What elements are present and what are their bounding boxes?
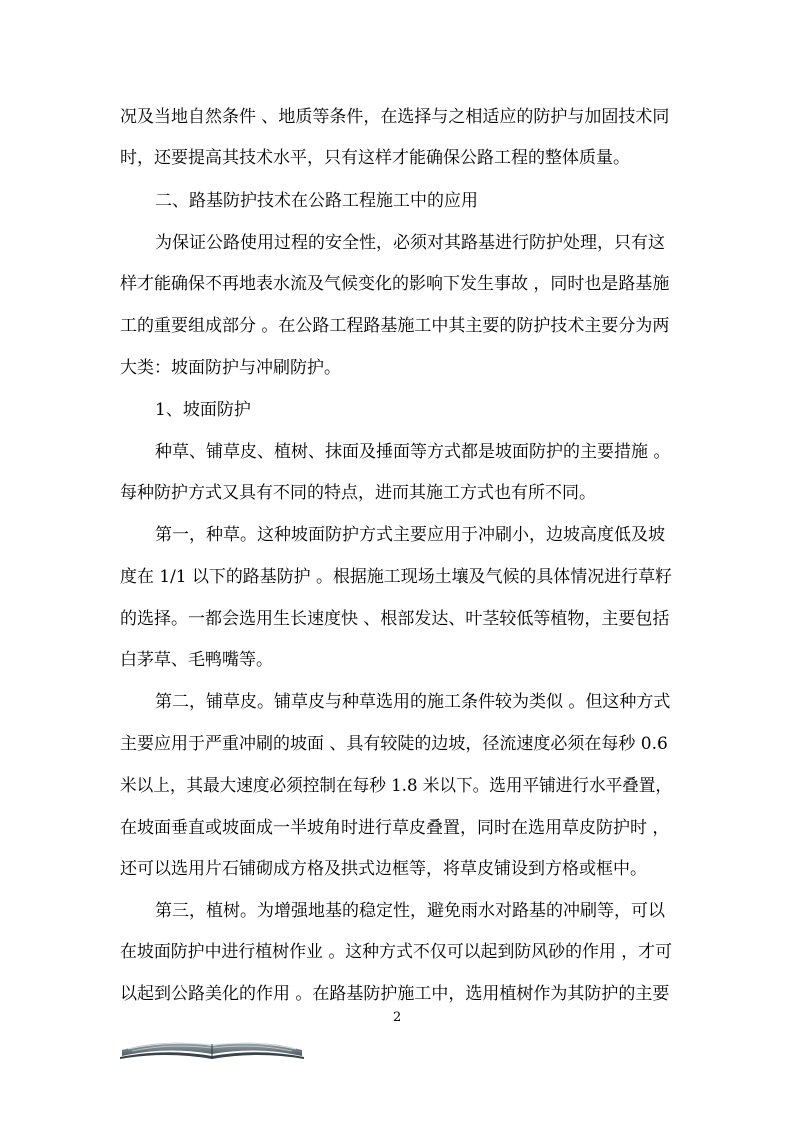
line-text: 主要应用于严重冲刷的坡面 、具有较陡的边坡，径流速度必须在每秒 0.6 <box>120 734 668 754</box>
line-text: 第一，种草。这种坡面防护方式主要应用于冲刷小，边坡高度低及坡 <box>155 525 665 545</box>
line-text: 时，还要提高其技术水平，只有这样才能确保公路工程的整体质量。 <box>120 148 630 168</box>
line-text: 第三，植树。为增强地基的稳定性，避免雨水对路基的冲刷等，可以 <box>155 901 665 921</box>
open-book-icon <box>118 1030 306 1062</box>
line-text: 为保证公路使用过程的安全性，必须对其路基进行防护处理，只有这 <box>155 233 665 253</box>
line-text: 的选择。一都会选用生长速度快 、根部发达、叶茎较低等植物，主要包括 <box>120 609 670 629</box>
line-text: 还可以选用片石铺砌成方格及拱式边框等，将草皮铺设到方格或框中。 <box>120 859 647 879</box>
line-text: 每种防护方式又具有不同的特点，进而其施工方式也有所不同。 <box>120 483 596 503</box>
line-text: 白茅草、毛鸭嘴等。 <box>120 650 273 670</box>
line-text: 况及当地自然条件 、地质等条件，在选择与之相适应的防护与加固技术同 <box>120 107 670 127</box>
line-text: 以起到公路美化的作用 。在路基防护施工中，选用植树作为其防护的主要 <box>120 984 670 1004</box>
page-number: 2 <box>393 1010 402 1025</box>
line-text: 在坡面垂直或坡面成一半坡角时进行草皮叠置，同时在选用草皮防护时 ， <box>120 818 670 838</box>
line-text: 样才能确保不再地表水流及气候变化的影响下发生事故 ，同时也是路基施 <box>120 274 670 294</box>
line-text: 度在 1/1 以下的路基防护 。根据施工现场土壤及气候的具体情况进行草籽 <box>120 567 672 587</box>
heading-text: 二、路基防护技术在公路工程施工中的应用 <box>155 191 478 211</box>
line-text: 米以上，其最大速度必须控制在每秒 1.8 米以下。选用平铺进行水平叠置， <box>120 776 673 796</box>
line-text: 工的重要组成部分 。在公路工程路基施工中其主要的防护技术主要分为两 <box>120 316 670 336</box>
line-text: 种草、铺草皮、植树、抹面及捶面等方式都是坡面防护的主要措施 。 <box>155 442 671 462</box>
line-text: 在坡面防护中进行植树作业 。这种方式不仅可以起到防风砂的作用 ，才可 <box>120 942 672 962</box>
line-text: 大类：坡面防护与冲刷防护。 <box>120 358 341 378</box>
line-text: 第二，铺草皮。铺草皮与种草选用的施工条件较为类似 。但这种方式 <box>155 692 671 712</box>
heading-text: 1、坡面防护 <box>155 400 251 420</box>
